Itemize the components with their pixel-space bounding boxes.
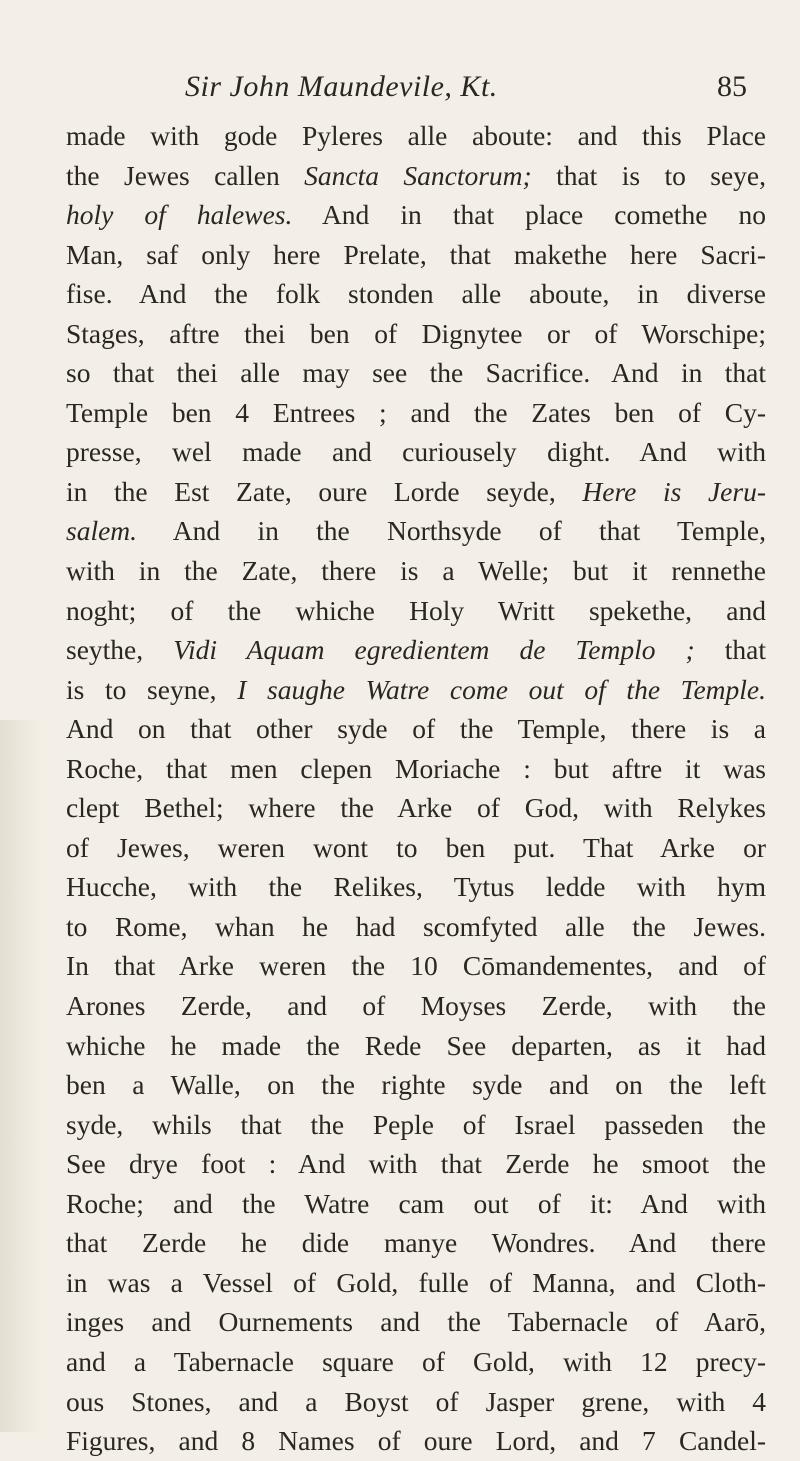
text-segment: Temple ben 4 Entrees ; and the Zates ben of Cy- <box>66 396 766 428</box>
italic-phrase: Sancta Sanctorum; <box>304 159 532 191</box>
text-line <box>66 314 766 354</box>
text-line <box>66 986 766 1026</box>
text-line <box>66 1223 766 1263</box>
text-line <box>66 393 766 433</box>
text-segment: Stages, aftre thei ben of Dignytee or of Worschipe; <box>66 317 766 349</box>
text-line <box>66 1105 766 1145</box>
text-segment: Roche, that men clepen Moriache : but aftre it was <box>66 752 766 784</box>
text-line <box>66 591 766 631</box>
page-edge-shadow <box>0 720 40 1432</box>
text-segment: the Jewes callen <box>66 159 305 191</box>
text-line <box>66 946 766 986</box>
text-segment: with in the Zate, there is a Welle; but it rennethe <box>66 555 766 587</box>
italic-phrase: Vidi Aquam egredientem de Templo ; <box>173 634 695 666</box>
text-line <box>66 353 766 393</box>
text-line <box>66 551 766 591</box>
text-segment: that <box>694 634 766 666</box>
text-segment: of Jewes, weren wont to ben put. That Arke or <box>66 831 766 863</box>
text-line <box>66 1144 766 1184</box>
text-segment: noght; of the whiche Holy Writt spekethe, and <box>66 594 766 626</box>
text-line <box>66 749 766 789</box>
text-line <box>66 907 766 947</box>
text-line <box>66 1342 766 1382</box>
text-segment: inges and Ournements and the Tabernacle of Aarō, <box>66 1306 766 1338</box>
text-line <box>66 867 766 907</box>
text-segment: Roche; and the Watre cam out of it: And with <box>66 1187 766 1219</box>
text-segment: ben a Walle, on the righte syde and on the left <box>66 1069 766 1101</box>
text-segment: whiche he made the Rede See departen, as it had <box>66 1029 766 1061</box>
text-segment: presse, wel made and curiousely dight. And with <box>66 436 766 468</box>
text-segment: that Zerde he dide manye Wondres. And there <box>66 1227 766 1259</box>
text-line <box>66 1302 766 1342</box>
text-segment: fise. And the folk stonden alle aboute, in diverse <box>66 278 766 310</box>
text-line <box>66 432 766 472</box>
text-line <box>66 1421 766 1461</box>
text-line <box>66 1263 766 1303</box>
text-line <box>66 1065 766 1105</box>
text-line <box>66 1382 766 1422</box>
text-segment: Arones Zerde, and of Moyses Zerde, with the <box>66 990 766 1022</box>
text-segment: Hucche, with the Relikes, Tytus ledde with hym <box>66 871 766 903</box>
page-header <box>95 70 775 110</box>
italic-phrase: I saughe Watre come out of the Temple. <box>237 673 766 705</box>
text-segment: And in the Northsyde of that Temple, <box>137 515 766 547</box>
text-line <box>66 709 766 749</box>
text-segment: In that Arke weren the 10 Cōmandementes, and of <box>66 950 766 982</box>
text-segment: that is to seye, <box>531 159 766 191</box>
text-line <box>66 472 766 512</box>
text-segment: See drye foot : And with that Zerde he smoot the <box>66 1148 766 1180</box>
text-segment: ous Stones, and a Boyst of Jasper grene, with 4 <box>66 1385 766 1417</box>
italic-phrase: Here is Jeru- <box>582 475 766 507</box>
text-line <box>66 235 766 275</box>
text-segment: made with gode Pyleres alle aboute: and this Place <box>66 120 766 151</box>
text-line <box>66 788 766 828</box>
text-segment: in the Est Zate, oure Lorde seyde, <box>66 475 583 507</box>
text-segment: in was a Vessel of Gold, fulle of Manna, and Cloth- <box>66 1266 766 1298</box>
text-segment: to Rome, whan he had scomfyted alle the Jewes. <box>66 910 766 942</box>
text-line <box>66 670 766 710</box>
text-segment: And on that other syde of the Temple, there is a <box>66 713 766 745</box>
text-segment: is to seyne, <box>66 673 238 705</box>
body-text <box>66 116 766 1461</box>
text-segment: so that thei alle may see the Sacrifice. And in that <box>66 357 766 389</box>
text-line <box>66 511 766 551</box>
italic-phrase: holy of halewes. <box>66 199 293 231</box>
text-segment: Figures, and 8 Names of oure Lord, and 7 Candel- <box>66 1425 766 1457</box>
text-segment: And in that place comethe no <box>292 199 766 231</box>
text-segment: Man, saf only here Prelate, that makethe here Sacri- <box>66 238 766 270</box>
running-head: Sir John Maundevile, Kt. <box>185 70 498 103</box>
text-line <box>66 156 766 196</box>
page-number: 85 <box>717 70 747 103</box>
text-segment: clept Bethel; where the Arke of God, with Relykes <box>66 792 766 824</box>
text-line <box>66 195 766 235</box>
text-segment: seythe, <box>66 634 174 666</box>
text-line <box>66 1184 766 1224</box>
text-line <box>66 630 766 670</box>
text-line <box>66 1026 766 1066</box>
text-line <box>66 116 766 156</box>
text-line <box>66 274 766 314</box>
text-segment: syde, whils that the Peple of Israel passeden the <box>66 1108 766 1140</box>
text-segment: and a Tabernacle square of Gold, with 12 precy- <box>66 1345 766 1377</box>
italic-phrase: salem. <box>66 515 138 547</box>
text-line <box>66 828 766 868</box>
